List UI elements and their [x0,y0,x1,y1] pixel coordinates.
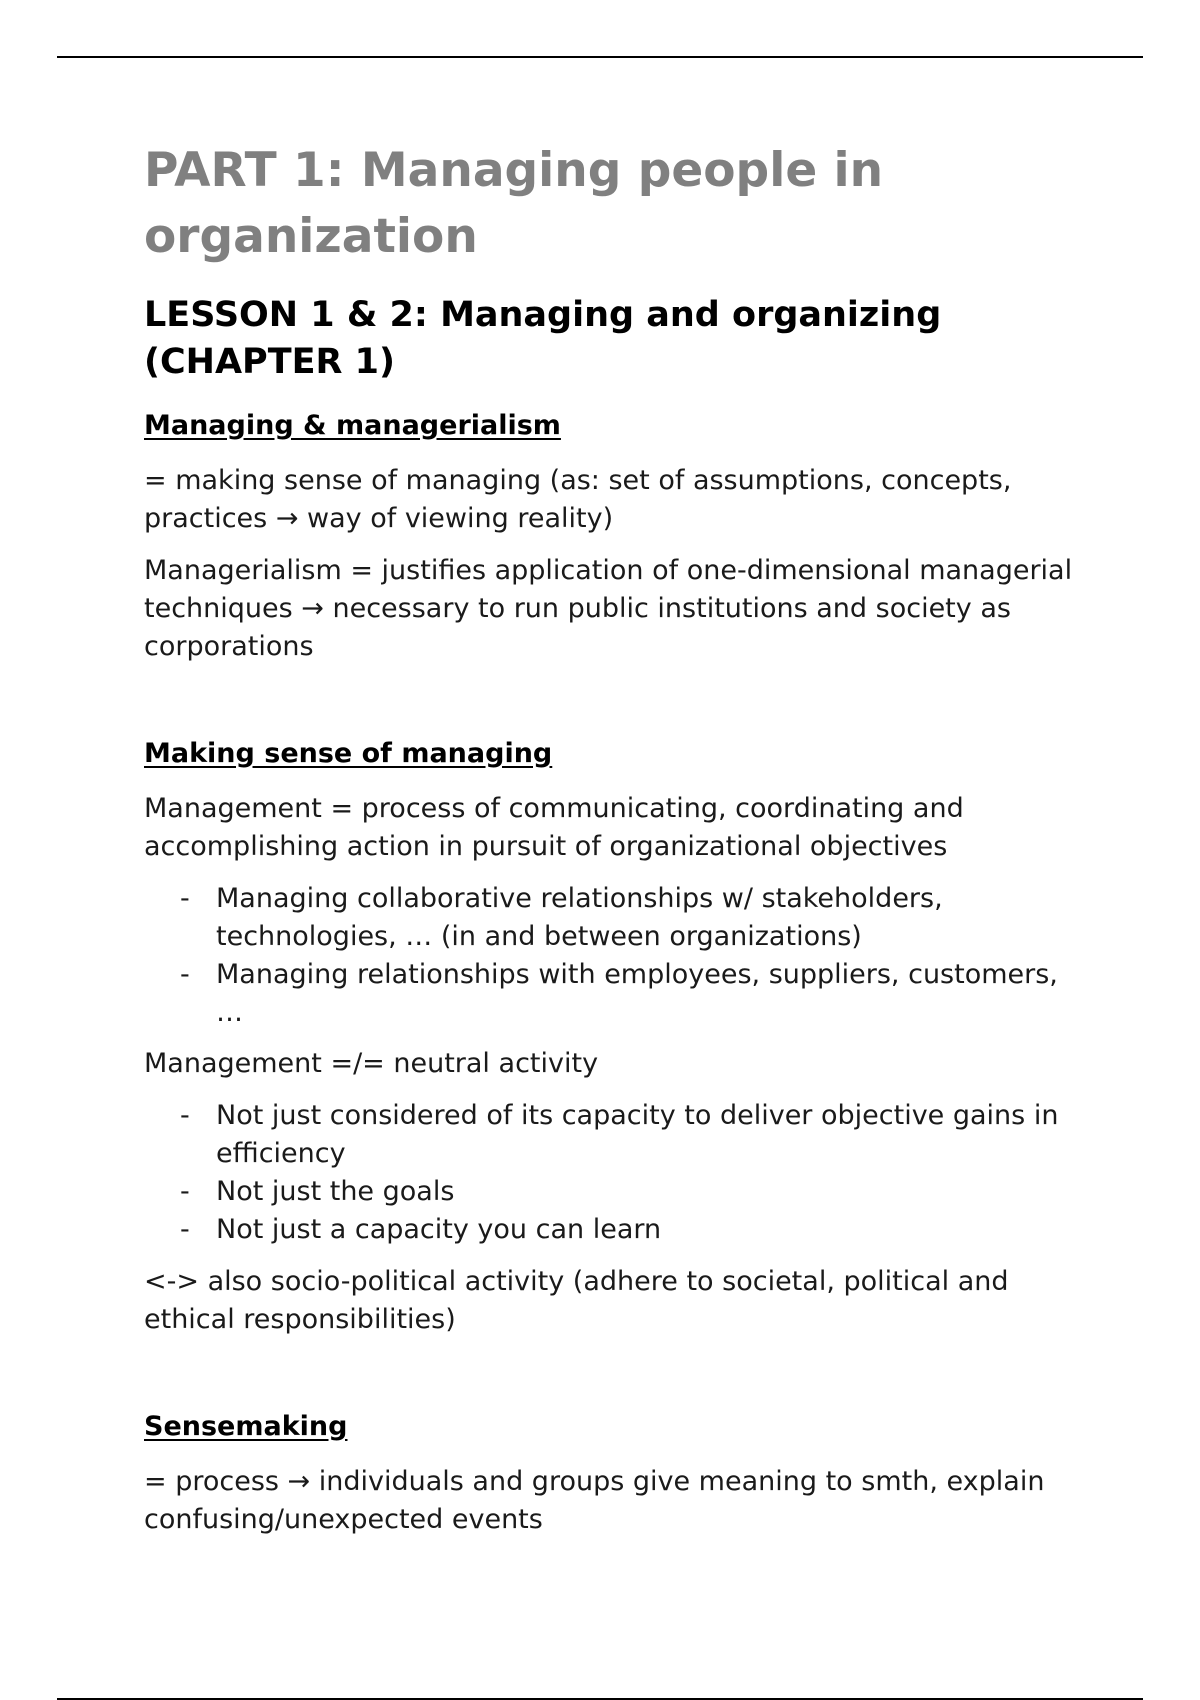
paragraph: = process → individuals and groups give meaning to smth, explain confusing/unexpected events [144,1466,1045,1535]
bullet-list [144,1097,1084,1249]
top-rule [57,56,1143,58]
dash-bullet: - [180,1100,190,1131]
list-item [144,1211,1084,1249]
section-heading-sensemaking: Sensemaking [144,1411,348,1442]
list-item [144,880,1084,956]
section-heading-making-sense: Making sense of managing [144,738,553,769]
section-heading-managing-managerialism: Managing & managerialism [144,410,561,441]
list-item-text: Not just the goals [216,1176,455,1207]
paragraph: = making sense of managing (as: set of assumptions, concepts, practices → way of viewing reality) [144,465,1012,534]
document-body [144,138,1084,1539]
part-title: PART 1: Managing people in organization [144,143,884,264]
list-item [144,956,1084,1032]
paragraph: Managerialism = justifies application of one-dimensional managerial techniques → necessary to run public institutions and society as corporations [144,555,1073,662]
list-item [144,1097,1084,1173]
paragraph: Management =/= neutral activity [144,1048,599,1079]
list-item-text: Managing collaborative relationships w/ stakeholders, technologies, … (in and between organizations) [216,883,943,952]
paragraph: Management = process of communicating, coordinating and accomplishing action in pursuit of organizational objectives [144,793,964,862]
dash-bullet: - [180,883,190,914]
dash-bullet: - [180,1176,190,1207]
bullet-list [144,880,1084,1032]
list-item [144,1173,1084,1211]
list-item-text: Managing relationships with employees, suppliers, customers, … [216,959,1058,1028]
paragraph: <-> also socio-political activity (adhere to societal, political and ethical responsibilities) [144,1266,1009,1335]
list-item-text: Not just considered of its capacity to deliver objective gains in efficiency [216,1100,1059,1169]
lesson-title: LESSON 1 & 2: Managing and organizing (CHAPTER 1) [144,295,942,382]
dash-bullet: - [180,1214,190,1245]
list-item-text: Not just a capacity you can learn [216,1214,662,1245]
dash-bullet: - [180,959,190,990]
